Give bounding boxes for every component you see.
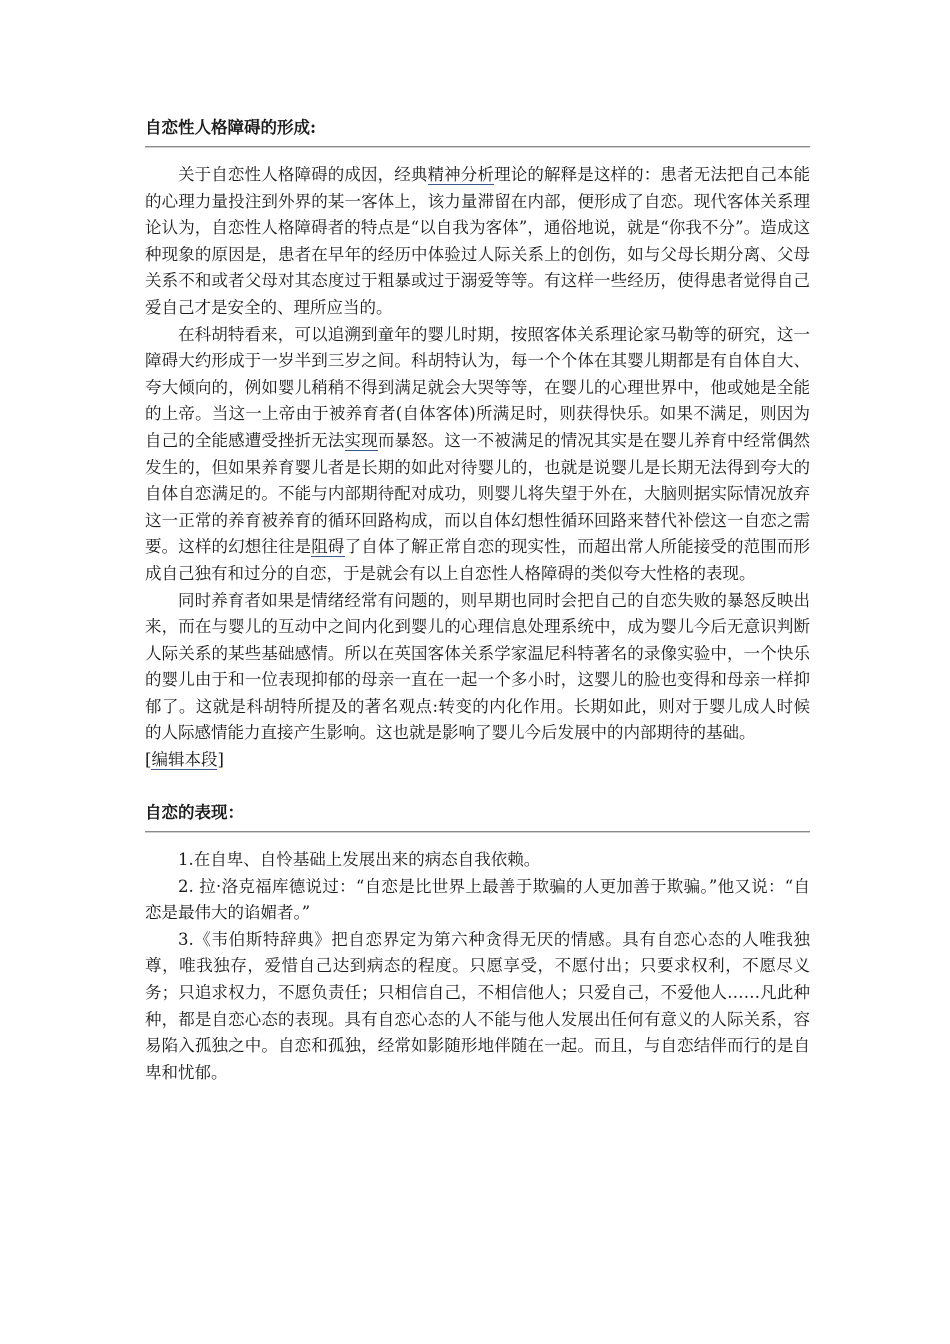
paragraph-kohut xyxy=(145,322,810,588)
edit-section-link xyxy=(145,747,810,773)
bracket-open: [ xyxy=(145,750,152,770)
link-obstruct[interactable]: 阻碍 xyxy=(311,537,345,557)
list-item-3: 3.《韦伯斯特辞典》把自恋界定为第六种贪得无厌的情感。具有自恋心态的人唯我独尊，唯我独存，爱惜自己达到病态的程度。只愿享受，不愿付出；只要求权利，不愿尽义务；只追求权力，不愿负责任；只相信自己，不相信他人；只爱自己，不爱他人……凡此种种，都是自恋心态的表现。具有自恋心态的人不能与他人发展出任何有意义的人际关系，容易陷入孤独之中。自恋和孤独，经常如影随形地伴随在一起。而且，与自恋结伴而行的是自卑和忧郁。 xyxy=(145,929,810,1082)
paragraph-text: 而暴怒。这一不被满足的情况其实是在婴儿养育中经常偶然发生的，但如果养育婴儿者是长期的如此对待婴儿的，也就是说婴儿是长期无法得到夸大的自体自恋满足的。不能与内部期待配对成功，则婴儿将失望于外在，大脑则据实际情况放弃这一正常的养育被养育的循环回路构成，而以自体幻想性循环回路来替代补偿这一自恋之需要。这样的幻想往往是 xyxy=(145,430,811,557)
list-item-1: 1.在自卑、自怜基础上发展出来的病态自我依赖。 xyxy=(178,850,541,870)
list-item-2: 2. 拉·洛克福库德说过：“自恋是比世界上最善于欺骗的人更加善于欺骗。”他又说：“自恋是最伟大的谄媚者。” xyxy=(145,876,810,923)
paragraph-text: 关于自恋性人格障碍的成因，经典 xyxy=(178,165,428,184)
paragraph-text: 理论的解释是这样的：患者无法把自己本能的心理力量投注到外界的某一客体上，该力量滞留在内部，便形成了自恋。现代客体关系理论认为，自恋性人格障碍者的特点是“以自我为客体”，通俗地说，就是“你我不分”。造成这种现象的原因是，患者在早年的经历中体验过人际关系上的创伤，如与父母长期分离、父母关系不和或者父母对其态度过于粗暴或过于溺爱等等。有这样一些经历，使得患者觉得自己爱自己才是安全的、理所应当的。 xyxy=(145,165,811,317)
paragraph-text: 了自体了解正常自恋的现实性，而超出常人所能接受的范围而形成自己独有和过分的自恋，于是就会有以上自恋性人格障碍的类似夸大性格的表现。 xyxy=(145,537,811,583)
paragraph-text: 在科胡特看来，可以追溯到童年的婴儿时期，按照客体关系理论家马勒等的研究，这一障碍大约形成于一岁半到三岁之间。科胡特认为，每一个个体在其婴儿期都是有自体自大、夸大倾向的，例如婴儿稍稍不得到满足就会大哭等等，在婴儿的心理世界中，他或她是全能的上帝。当这一上帝由于被养育者(自体客体)所满足时，则获得快乐。如果不满足，则因为自己的全能感遭受挫折无法 xyxy=(145,324,810,450)
paragraph-causes xyxy=(145,162,810,322)
bracket-close: ] xyxy=(217,750,224,770)
section-title-manifestation: 自恋的表现： xyxy=(145,803,244,823)
paragraph-caregiver: 同时养育者如果是情绪经常有问题的，则早期也同时会把自己的自恋失败的暴怒反映出来，而在与婴儿的互动中之间内化到婴儿的心理信息处理系统中，成为婴儿今后无意识判断人际关系的某些基础感情。所以在英国客体关系学家温尼科特著名的录像实验中，一个快乐的婴儿由于和一位表现抑郁的母亲一直在一起一个多小时，这婴儿的脸也变得和母亲一样抑郁了。这就是科胡特所提及的著名观点:转变的内化作用。长期如此，则对于婴儿成人时候的人际感情能力直接产生影响。这也就是影响了婴儿今后发展中的内部期待的基础。 xyxy=(145,590,810,743)
link-psychoanalysis[interactable]: 精神分析 xyxy=(427,165,495,184)
section-divider xyxy=(145,831,810,833)
section-title-formation: 自恋性人格障碍的形成: xyxy=(145,118,317,137)
link-realize[interactable]: 实现 xyxy=(344,430,378,450)
edit-section-button[interactable]: 编辑本段 xyxy=(151,750,218,770)
section-divider xyxy=(145,146,810,148)
document-page xyxy=(145,110,810,1086)
spacer xyxy=(145,773,810,795)
